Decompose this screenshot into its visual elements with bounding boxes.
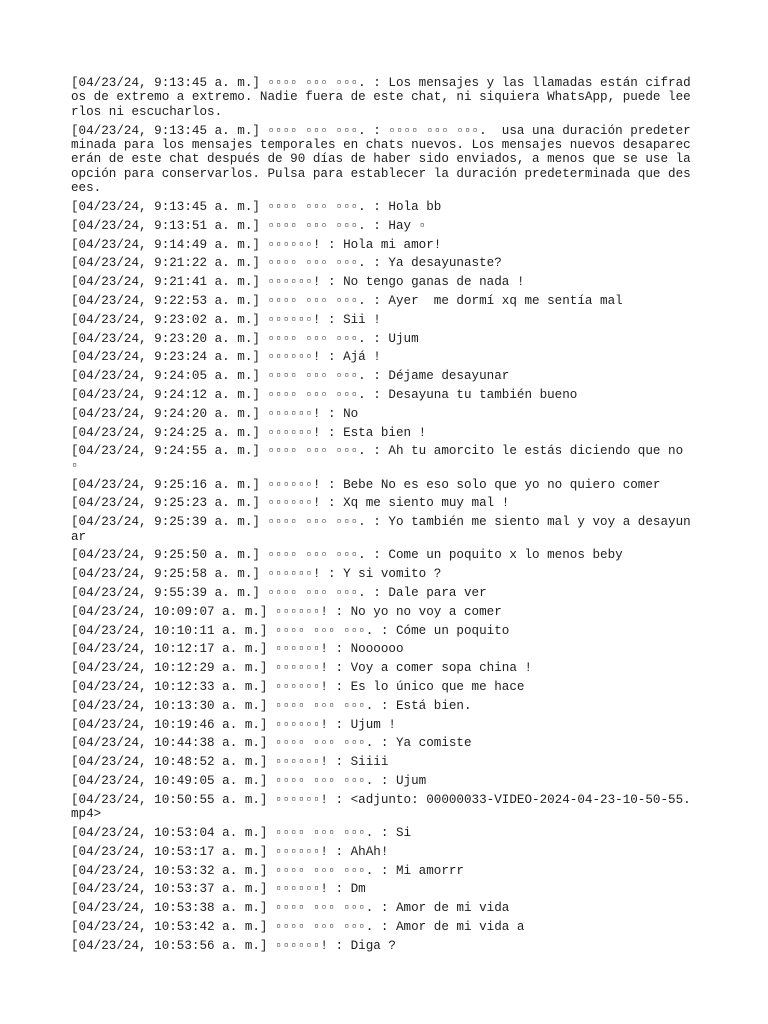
chat-line: [04/23/24, 10:19:46 a. m.] ▫▫▫▫▫▫! : Ujum ! bbox=[71, 717, 396, 732]
chat-line: [04/23/24, 9:22:53 a. m.] ▫▫▫▫ ▫▫▫ ▫▫▫. : Ayer me dormí xq me sentía mal bbox=[71, 294, 623, 309]
chat-line: [04/23/24, 9:24:25 a. m.] ▫▫▫▫▫▫! : Esta bien ! bbox=[71, 425, 427, 440]
chat-line: [04/23/24, 9:13:45 a. m.] ▫▫▫▫ ▫▫▫ ▫▫▫. : ▫▫▫▫ ▫▫▫ ▫▫▫. usa una duración predeterminada para los mensajes temporales en chats nuevos. Los mensajes nuevos desaparecerán de este chat después de 90 días de haber sido enviados, a menos que se use la opción para conservarlos. Pulsa para establecer la duración predeterminada que desees. bbox=[71, 123, 699, 196]
chat-line: [04/23/24, 9:25:58 a. m.] ▫▫▫▫▫▫! : Y si vomito ? bbox=[71, 567, 442, 582]
chat-line: [04/23/24, 9:24:05 a. m.] ▫▫▫▫ ▫▫▫ ▫▫▫. : Déjame desayunar bbox=[71, 369, 510, 384]
chat-line: [04/23/24, 10:10:11 a. m.] ▫▫▫▫ ▫▫▫ ▫▫▫. : Cóme un poquito bbox=[71, 623, 510, 638]
chat-line: [04/23/24, 9:23:20 a. m.] ▫▫▫▫ ▫▫▫ ▫▫▫. : Ujum bbox=[71, 331, 419, 346]
chat-line: [04/23/24, 9:25:16 a. m.] ▫▫▫▫▫▫! : Bebe No es eso solo que yo no quiero comer bbox=[71, 477, 661, 492]
chat-line: [04/23/24, 9:23:02 a. m.] ▫▫▫▫▫▫! : Sii ! bbox=[71, 312, 381, 327]
chat-transcript bbox=[71, 76, 699, 958]
chat-line: [04/23/24, 9:23:24 a. m.] ▫▫▫▫▫▫! : Ajá ! bbox=[71, 350, 381, 365]
chat-line: [04/23/24, 9:13:45 a. m.] ▫▫▫▫ ▫▫▫ ▫▫▫. : Hola bb bbox=[71, 200, 442, 215]
chat-line: [04/23/24, 10:44:38 a. m.] ▫▫▫▫ ▫▫▫ ▫▫▫. : Ya comiste bbox=[71, 736, 472, 751]
chat-line: [04/23/24, 9:24:12 a. m.] ▫▫▫▫ ▫▫▫ ▫▫▫. : Desayuna tu también bueno bbox=[71, 388, 578, 402]
chat-line: [04/23/24, 9:25:39 a. m.] ▫▫▫▫ ▫▫▫ ▫▫▫. : Yo también me siento mal y voy a desayunar bbox=[71, 515, 691, 544]
chat-line: [04/23/24, 9:21:22 a. m.] ▫▫▫▫ ▫▫▫ ▫▫▫. : Ya desayunaste? bbox=[71, 256, 502, 271]
chat-line: [04/23/24, 10:13:30 a. m.] ▫▫▫▫ ▫▫▫ ▫▫▫. : Está bien. bbox=[71, 698, 472, 713]
chat-line: [04/23/24, 10:53:42 a. m.] ▫▫▫▫ ▫▫▫ ▫▫▫. : Amor de mi vida a bbox=[71, 919, 525, 934]
chat-line: [04/23/24, 10:53:56 a. m.] ▫▫▫▫▫▫! : Diga ? bbox=[71, 938, 396, 953]
chat-line: [04/23/24, 10:53:32 a. m.] ▫▫▫▫ ▫▫▫ ▫▫▫. : Mi amorrr bbox=[71, 863, 464, 878]
chat-line: [04/23/24, 9:13:45 a. m.] ▫▫▫▫ ▫▫▫ ▫▫▫. : Los mensajes y las llamadas están cifrados de extremo a extremo. Nadie fuera de este chat, ni siquiera WhatsApp, puede leerlos ni escucharlos. bbox=[71, 76, 691, 119]
chat-line: [04/23/24, 10:49:05 a. m.] ▫▫▫▫ ▫▫▫ ▫▫▫. : Ujum bbox=[71, 773, 427, 788]
chat-line: [04/23/24, 9:24:20 a. m.] ▫▫▫▫▫▫! : No bbox=[71, 406, 359, 421]
chat-line: [04/23/24, 9:24:55 a. m.] ▫▫▫▫ ▫▫▫ ▫▫▫. : Ah tu amorcito le estás diciendo que no ▫ bbox=[71, 444, 691, 473]
chat-line: [04/23/24, 10:53:04 a. m.] ▫▫▫▫ ▫▫▫ ▫▫▫. : Si bbox=[71, 825, 412, 840]
chat-line: [04/23/24, 10:53:38 a. m.] ▫▫▫▫ ▫▫▫ ▫▫▫. : Amor de mi vida bbox=[71, 901, 510, 916]
chat-line: [04/23/24, 10:48:52 a. m.] ▫▫▫▫▫▫! : Siiii bbox=[71, 755, 389, 770]
chat-line: [04/23/24, 10:09:07 a. m.] ▫▫▫▫▫▫! : No yo no voy a comer bbox=[71, 604, 502, 619]
chat-line: [04/23/24, 9:21:41 a. m.] ▫▫▫▫▫▫! : No tengo ganas de nada ! bbox=[71, 275, 525, 290]
chat-line: [04/23/24, 10:50:55 a. m.] ▫▫▫▫▫▫! : <adjunto: 00000033-VIDEO-2024-04-23-10-50-55.mp4> bbox=[71, 792, 691, 822]
chat-line: [04/23/24, 10:53:17 a. m.] ▫▫▫▫▫▫! : AhAh! bbox=[71, 844, 389, 859]
chat-line: [04/23/24, 9:14:49 a. m.] ▫▫▫▫▫▫! : Hola mi amor! bbox=[71, 237, 442, 252]
chat-line: [04/23/24, 9:25:23 a. m.] ▫▫▫▫▫▫! : Xq me siento muy mal ! bbox=[71, 496, 510, 511]
chat-line: [04/23/24, 9:25:50 a. m.] ▫▫▫▫ ▫▫▫ ▫▫▫. : Come un poquito x lo menos beby bbox=[71, 548, 623, 563]
chat-line: [04/23/24, 10:12:33 a. m.] ▫▫▫▫▫▫! : Es lo único que me hace bbox=[71, 679, 525, 694]
chat-line: [04/23/24, 10:12:17 a. m.] ▫▫▫▫▫▫! : Noooooo bbox=[71, 642, 404, 657]
chat-line: [04/23/24, 9:55:39 a. m.] ▫▫▫▫ ▫▫▫ ▫▫▫. : Dale para ver bbox=[71, 585, 487, 600]
chat-line: [04/23/24, 9:13:51 a. m.] ▫▫▫▫ ▫▫▫ ▫▫▫. : Hay ▫ bbox=[71, 218, 427, 233]
chat-line: [04/23/24, 10:12:29 a. m.] ▫▫▫▫▫▫! : Voy a comer sopa china ! bbox=[71, 661, 533, 676]
chat-line: [04/23/24, 10:53:37 a. m.] ▫▫▫▫▫▫! : Dm bbox=[71, 882, 366, 897]
